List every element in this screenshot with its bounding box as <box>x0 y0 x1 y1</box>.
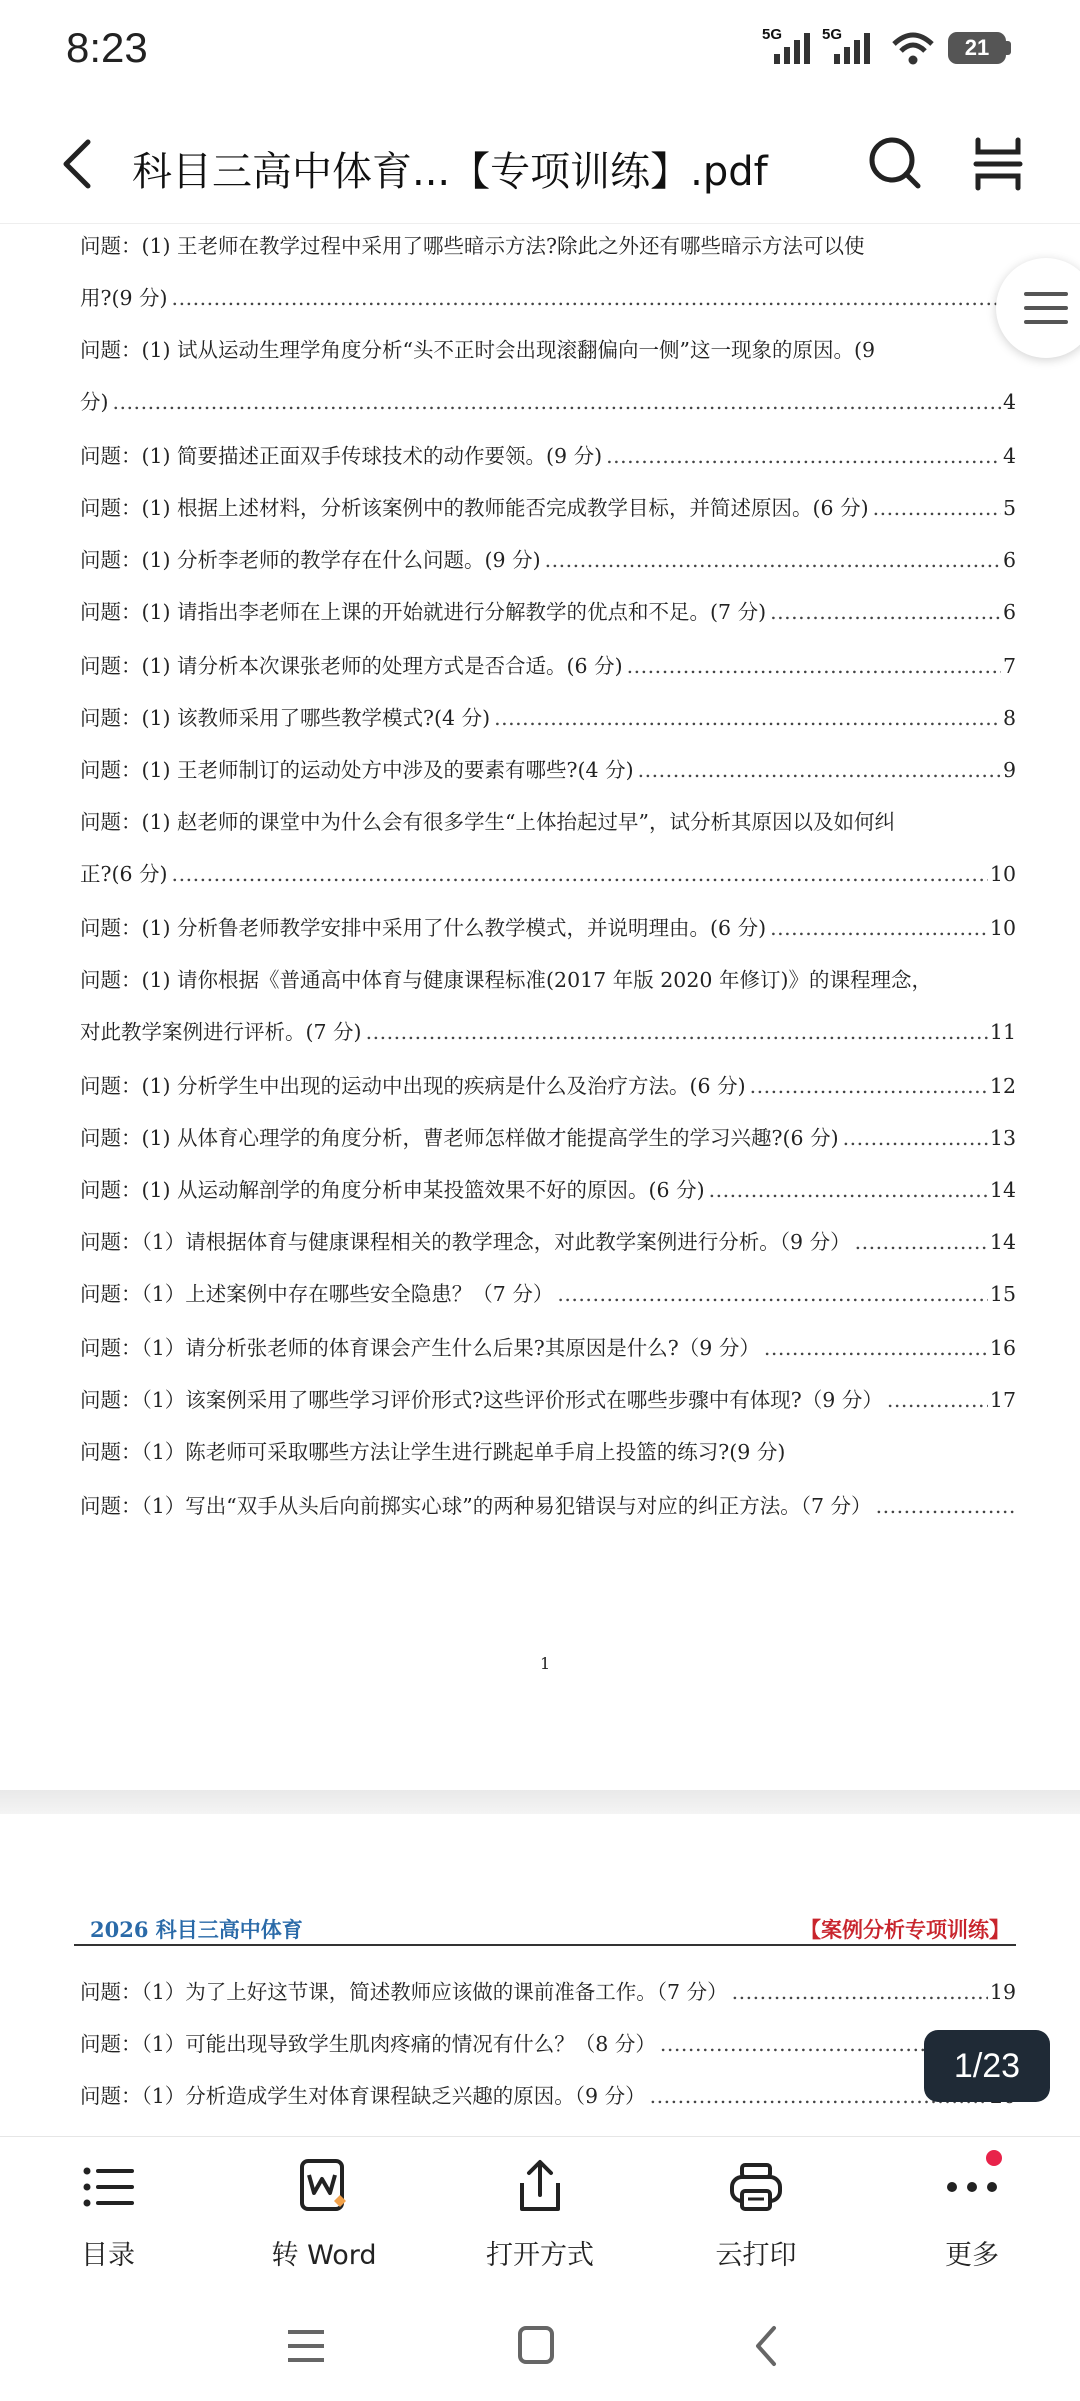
page-separator <box>0 1790 1080 1814</box>
toc-entry[interactable]: 用?(9 分) ..... <box>80 278 1016 318</box>
toc-entry[interactable]: 问题：(1) 王老师制订的运动处方中涉及的要素有哪些?(4 分) ..... 9 <box>80 750 1016 790</box>
signal-icon-2: 5G <box>822 28 874 68</box>
scan-mode-button[interactable] <box>972 136 1024 192</box>
home-square-icon <box>506 2316 566 2376</box>
search-button[interactable] <box>866 134 924 192</box>
toc-entry[interactable]: 问题：（1）该案例采用了哪些学习评价形式?这些评价形式在哪些步骤中有体现?（9 分） ..... 17 <box>80 1380 1016 1420</box>
word-icon <box>294 2157 354 2217</box>
signal-icon-1: 5G <box>762 28 814 68</box>
battery-tip <box>1006 41 1011 55</box>
back-button[interactable] <box>56 134 106 194</box>
toc-entry[interactable]: 问题：(1) 分析李老师的教学存在什么问题。(9 分) ..... 6 <box>80 540 1016 580</box>
wifi-icon <box>890 28 936 68</box>
toc-entry[interactable]: 问题：(1) 试从运动生理学角度分析“头不正时会出现滚翻偏向一侧”这一现象的原因。(9 <box>80 338 876 362</box>
toc-entry[interactable]: 分) ..... 4 <box>80 382 1016 422</box>
page-indicator: 1/23 <box>924 2030 1050 2102</box>
toc-entry[interactable]: 问题：（1）可能出现导致学生肌肉疼痛的情况有什么？（8 分） ..... <box>80 2024 1016 2064</box>
toc-entry[interactable]: 问题：(1) 该教师采用了哪些教学模式?(4 分) ..... 8 <box>80 698 1016 738</box>
top-app-bar <box>0 100 1080 224</box>
toc-entry[interactable]: 问题：(1) 请指出李老师在上课的开始就进行分解教学的优点和不足。(7 分) ..... 6 <box>80 592 1016 632</box>
printer-icon <box>726 2157 786 2217</box>
toc-entry[interactable]: 问题：(1) 请分析本次课张老师的处理方式是否合适。(6 分) ..... 7 <box>80 646 1016 686</box>
toc-entry[interactable]: 问题：（1）分析造成学生对体育课程缺乏兴趣的原因。（9 分） ..... <box>80 2076 1016 2116</box>
battery-indicator: 21 <box>948 32 1006 64</box>
document-title: 科目三高中体育...【专项训练】.pdf <box>132 149 768 195</box>
toc-entry[interactable]: 问题：（1）为了上好这节课，简述教师应该做的课前准备工作。（7 分） ..... 19 <box>80 1972 1016 2012</box>
bottom-toolbar <box>0 2136 1080 2286</box>
scan-icon <box>972 136 1024 192</box>
toc-entry[interactable]: 问题：（1）请根据体育与健康课程相关的教学理念，对此教学案例进行分析。（9 分） ..... 14 <box>80 1222 1016 1262</box>
page-number: 1 <box>540 1654 551 1673</box>
toc-entry[interactable]: 问题：(1) 从运动解剖学的角度分析申某投篮效果不好的原因。(6 分) ..... 14 <box>80 1170 1016 1210</box>
toc-entry[interactable]: 问题：(1) 分析学生中出现的运动中出现的疾病是什么及治疗方法。(6 分) ..... 12 <box>80 1066 1016 1106</box>
nav-recents-button[interactable] <box>276 2316 336 2376</box>
header-divider <box>74 1944 1016 1946</box>
pdf-page-1[interactable] <box>0 224 1080 1790</box>
toc-entry[interactable]: 问题：（1）请分析张老师的体育课会产生什么后果?其原因是什么?（9 分） ..... 16 <box>80 1328 1016 1368</box>
nav-back-button[interactable] <box>738 2316 798 2376</box>
toc-entry[interactable]: 问题：(1) 请你根据《普通高中体育与健康课程标准(2017 年版 2020 年修订)》的课程理念， <box>80 968 932 992</box>
toc-entry[interactable]: 问题：(1) 根据上述材料，分析该案例中的教师能否完成教学目标，并简述原因。(6 分) ..... 5 <box>80 488 1016 528</box>
status-bar <box>0 0 1080 100</box>
toc-entry[interactable]: 问题：(1) 王老师在教学过程中采用了哪些暗示方法?除此之外还有哪些暗示方法可以使 <box>80 234 865 258</box>
share-icon <box>510 2157 570 2217</box>
toolbar-open-with-button[interactable]: 打开方式 <box>460 2153 620 2283</box>
more-icon <box>942 2157 1002 2217</box>
toc-entry[interactable]: 问题：（1）上述案例中存在哪些安全隐患？（7 分） ..... 15 <box>80 1274 1016 1314</box>
toolbar-cloud-print-button[interactable]: 云打印 <box>676 2153 836 2283</box>
nav-back-icon <box>738 2316 798 2376</box>
page-header-right: 【案例分析专项训练】 <box>800 1917 1010 1942</box>
toc-entry[interactable]: 问题：(1) 简要描述正面双手传球技术的动作要领。(9 分) ..... 4 <box>80 436 1016 476</box>
toc-entry[interactable]: 正?(6 分) ..... 10 <box>80 854 1016 894</box>
toc-entry[interactable]: 问题：(1) 赵老师的课堂中为什么会有很多学生“上体抬起过早”，试分析其原因以及如何纠 <box>80 810 896 834</box>
toolbar-convert-word-button[interactable]: 转 Word <box>244 2153 404 2283</box>
page-header-left: 2026 科目三高中体育 <box>90 1917 303 1942</box>
back-arrow-icon <box>56 134 106 194</box>
system-navigation-bar <box>0 2286 1080 2401</box>
toc-entry[interactable]: 问题：(1) 从体育心理学的角度分析，曹老师怎样做才能提高学生的学习兴趣?(6 分) ..... 13 <box>80 1118 1016 1158</box>
toolbar-contents-button[interactable]: 目录 <box>28 2153 188 2283</box>
menu-icon <box>276 2316 336 2376</box>
list-icon <box>78 2157 138 2217</box>
toc-entry[interactable]: 问题：（1）陈老师可采取哪些方法让学生进行跳起单手肩上投篮的练习?(9 分) <box>80 1440 786 1464</box>
status-time: 8:23 <box>66 24 148 71</box>
toc-entry[interactable]: 问题：（1）写出“双手从头后向前掷实心球”的两种易犯错误与对应的纠正方法。（7 分） ..... <box>80 1486 1016 1526</box>
notification-dot <box>986 2150 1002 2166</box>
toc-entry[interactable]: 对此教学案例进行评析。(7 分) ..... 11 <box>80 1012 1016 1052</box>
nav-home-button[interactable] <box>506 2316 566 2376</box>
toc-entry[interactable]: 问题：(1) 分析鲁老师教学安排中采用了什么教学模式，并说明理由。(6 分) ..... 10 <box>80 908 1016 948</box>
toolbar-more-button[interactable]: 更多 <box>892 2153 1052 2283</box>
search-icon <box>866 134 924 192</box>
pdf-page-2[interactable] <box>0 1814 1080 2136</box>
